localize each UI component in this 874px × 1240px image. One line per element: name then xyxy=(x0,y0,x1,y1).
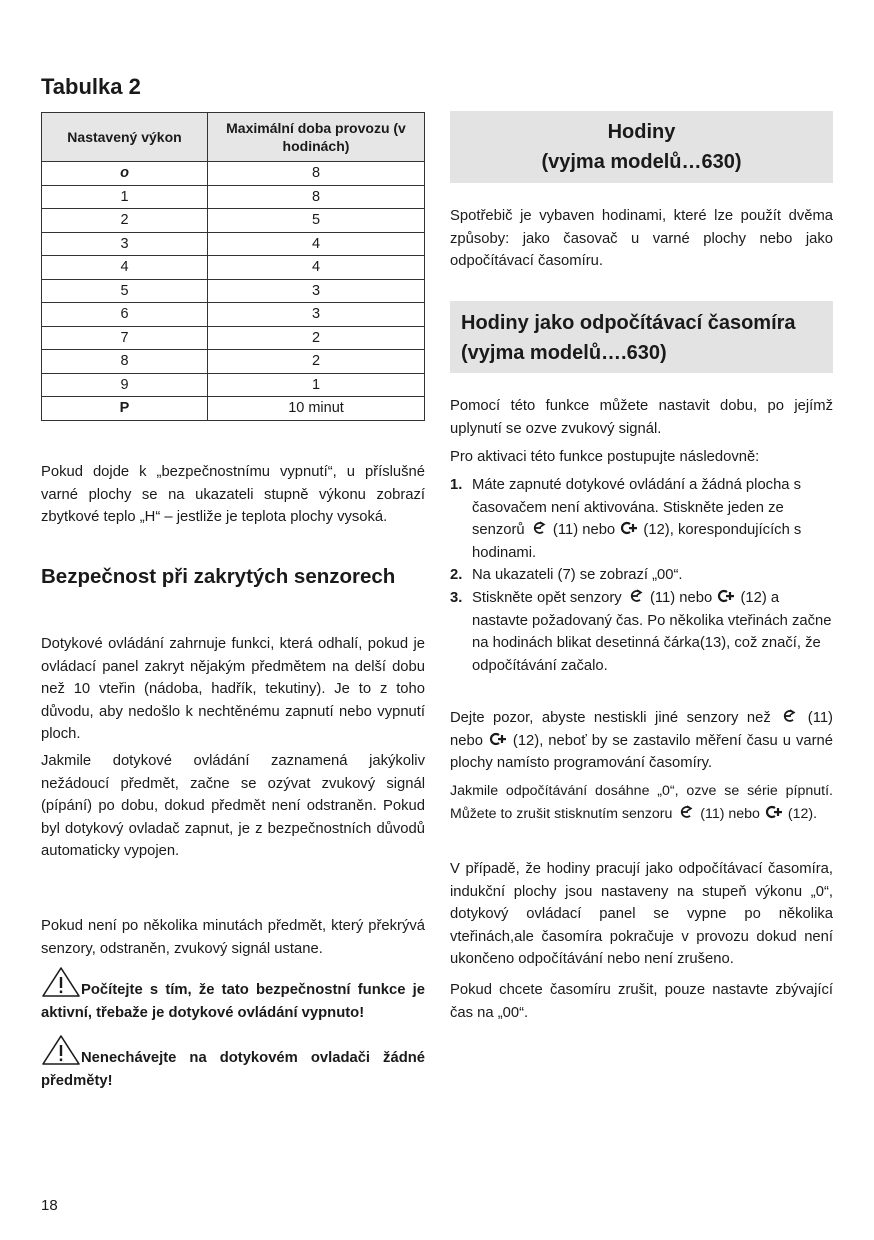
countdown-heading-box xyxy=(450,301,833,373)
power-level-cell: 7 xyxy=(42,326,208,350)
power-level-cell: P xyxy=(42,397,208,421)
step-3: 3. Stiskněte opět senzory (11) nebo (12) a nastavte požadovaný čas. Po několika vteřinách začne na hodinách blikat desetinná čárka(13), což značí, že odpočítávání začalo. xyxy=(450,589,832,674)
covered-paragraph-1: Dotykové ovládání zahrnuje funkci, která odhalí, pokud je ovládací panel zakryt nějakým předmětem na delší dobu než 10 vteřin (nádoba, hadřík, tekutiny). Je to z toho důvodu, aby nedošlo k nechtěnému zapnutí nebo vypnutí ploch. xyxy=(41,636,425,743)
table-row xyxy=(42,279,425,303)
duration-cell: 4 xyxy=(208,232,425,256)
col-header-power: Nastavený výkon xyxy=(42,113,208,162)
countdown-heading-line1: Hodiny jako odpočítávací časomíra xyxy=(461,312,796,334)
table-row xyxy=(42,326,425,350)
duration-cell: 4 xyxy=(208,256,425,280)
power-level-cell: 5 xyxy=(42,279,208,303)
safety-shutdown-paragraph: Pokud dojde k „bezpečnostnímu vypnutí“, u příslušné varné plochy se na ukazateli stupně výkonu zobrazí zbytkové teplo „H“ – jestliže je teplota plochy vysoká. xyxy=(41,464,425,526)
careful-paragraph: Dejte pozor, abyste nestiskli jiné senzory než (11) nebo (12), neboť by se zastavilo měření času u varné plochy namísto programování časomíry. xyxy=(450,710,833,772)
table-title: Tabulka 2 xyxy=(41,74,141,99)
step-1: 1. Máte zapnuté dotykové ovládání a žádná plocha s časovačem není aktivována. Stiskněte jeden ze senzorů (11) nebo (12), korespondujících s hodinami. xyxy=(450,477,802,561)
clock-heading-line1: Hodiny xyxy=(607,121,676,143)
clock-paragraph: Spotřebič je vybaven hodinami, které lze použít dvěma způsoby: jako časovač u varné plochy nebo jako odpočítávací časomíru. xyxy=(450,208,833,270)
table-row xyxy=(42,256,425,280)
steps-list xyxy=(450,474,833,677)
power-level-cell: 2 xyxy=(42,209,208,233)
table-row xyxy=(42,185,425,209)
duration-cell: 3 xyxy=(208,279,425,303)
function-paragraph: Pomocí této funkce můžete nastavit dobu, po jejímž uplynutí se ozve zvukový signál. xyxy=(450,398,833,437)
case-paragraph: V případě, že hodiny pracují jako odpočítávací časomíra, indukční plochy jsou nastaveny na stupeň výkonu „0“, dotykový ovládací panel se vypne po několika vteřinách,ale časomíra pokračuje v provozu dokud není ukončeno odpočítávání nebo není zrušeno. xyxy=(450,861,833,968)
duration-cell: 8 xyxy=(208,185,425,209)
table-row xyxy=(42,397,425,421)
power-level-cell: 6 xyxy=(42,303,208,327)
procedure-paragraph: Pro aktivaci této funkce postupujte následovně: xyxy=(450,449,760,465)
duration-cell: 5 xyxy=(208,209,425,233)
duration-cell: 1 xyxy=(208,373,425,397)
minus-sensor-icon xyxy=(626,589,646,603)
beep-paragraph: Jakmile odpočítávání dosáhne „0“, ozve se série pípnutí. Můžete to zrušit stisknutím senzoru (11) nebo (12). xyxy=(450,783,833,822)
power-level-cell: 8 xyxy=(42,350,208,374)
minus-sensor-icon xyxy=(676,805,696,819)
plus-sensor-icon xyxy=(619,521,639,535)
warning-triangle-icon xyxy=(41,966,81,998)
countdown-heading-line2: (vyjma modelů….630) xyxy=(461,342,667,364)
clock-heading-line2: (vyjma modelů…630) xyxy=(541,151,742,173)
warning-1-text: Počítejte s tím, že tato bezpečnostní funkce je aktivní, třebaže je dotykové ovládání vypnuto! xyxy=(41,982,425,1021)
step-2: 2. Na ukazateli (7) se zobrazí „00“. xyxy=(450,567,683,584)
power-level-cell: 9 xyxy=(42,373,208,397)
minus-sensor-icon xyxy=(779,709,799,723)
minus-sensor-icon xyxy=(529,521,549,535)
warning-2 xyxy=(41,1034,425,1092)
covered-paragraph-2: Jakmile dotykové ovládání zaznamená jakýkoliv nežádoucí předmět, začne se ozývat zvukový signál (pípání) po dobu, dokud předmět není odstraněn. Pokud byl dotykový ovladač zapnut, je z bezpečnostních důvodů automaticky vypojen. xyxy=(41,753,425,860)
table-row xyxy=(42,162,425,186)
table-row xyxy=(42,209,425,233)
table-row xyxy=(42,232,425,256)
power-level-cell: 4 xyxy=(42,256,208,280)
duration-cell: 8 xyxy=(208,162,425,186)
table-row xyxy=(42,303,425,327)
warning-2-text: Nenechávejte na dotykovém ovladači žádné předměty! xyxy=(41,1050,425,1089)
duration-cell: 10 minut xyxy=(208,397,425,421)
plus-sensor-icon xyxy=(764,805,784,819)
duration-cell: 2 xyxy=(208,326,425,350)
duration-cell: 3 xyxy=(208,303,425,327)
table-row xyxy=(42,373,425,397)
power-level-cell: 1 xyxy=(42,185,208,209)
table-row xyxy=(42,350,425,374)
power-level-cell: 3 xyxy=(42,232,208,256)
col-header-duration: Maximální doba provozu (v hodinách) xyxy=(208,113,425,162)
plus-sensor-icon xyxy=(716,589,736,603)
covered-paragraph-3: Pokud není po několika minutách předmět, který překrývá senzory, odstraněn, zvukový signál ustane. xyxy=(41,918,425,957)
power-duration-table xyxy=(41,112,425,421)
page-number: 18 xyxy=(41,1197,58,1214)
plus-sensor-icon xyxy=(488,732,508,746)
warning-1 xyxy=(41,966,425,1024)
duration-cell: 2 xyxy=(208,350,425,374)
cancel-paragraph: Pokud chcete časomíru zrušit, pouze nastavte zbývající čas na „00“. xyxy=(450,982,833,1021)
covered-sensors-heading: Bezpečnost při zakrytých senzorech xyxy=(41,565,396,588)
warning-triangle-icon xyxy=(41,1034,81,1066)
clock-heading-box xyxy=(450,111,833,183)
table-header-row xyxy=(42,113,425,162)
power-level-cell: o xyxy=(42,162,208,186)
